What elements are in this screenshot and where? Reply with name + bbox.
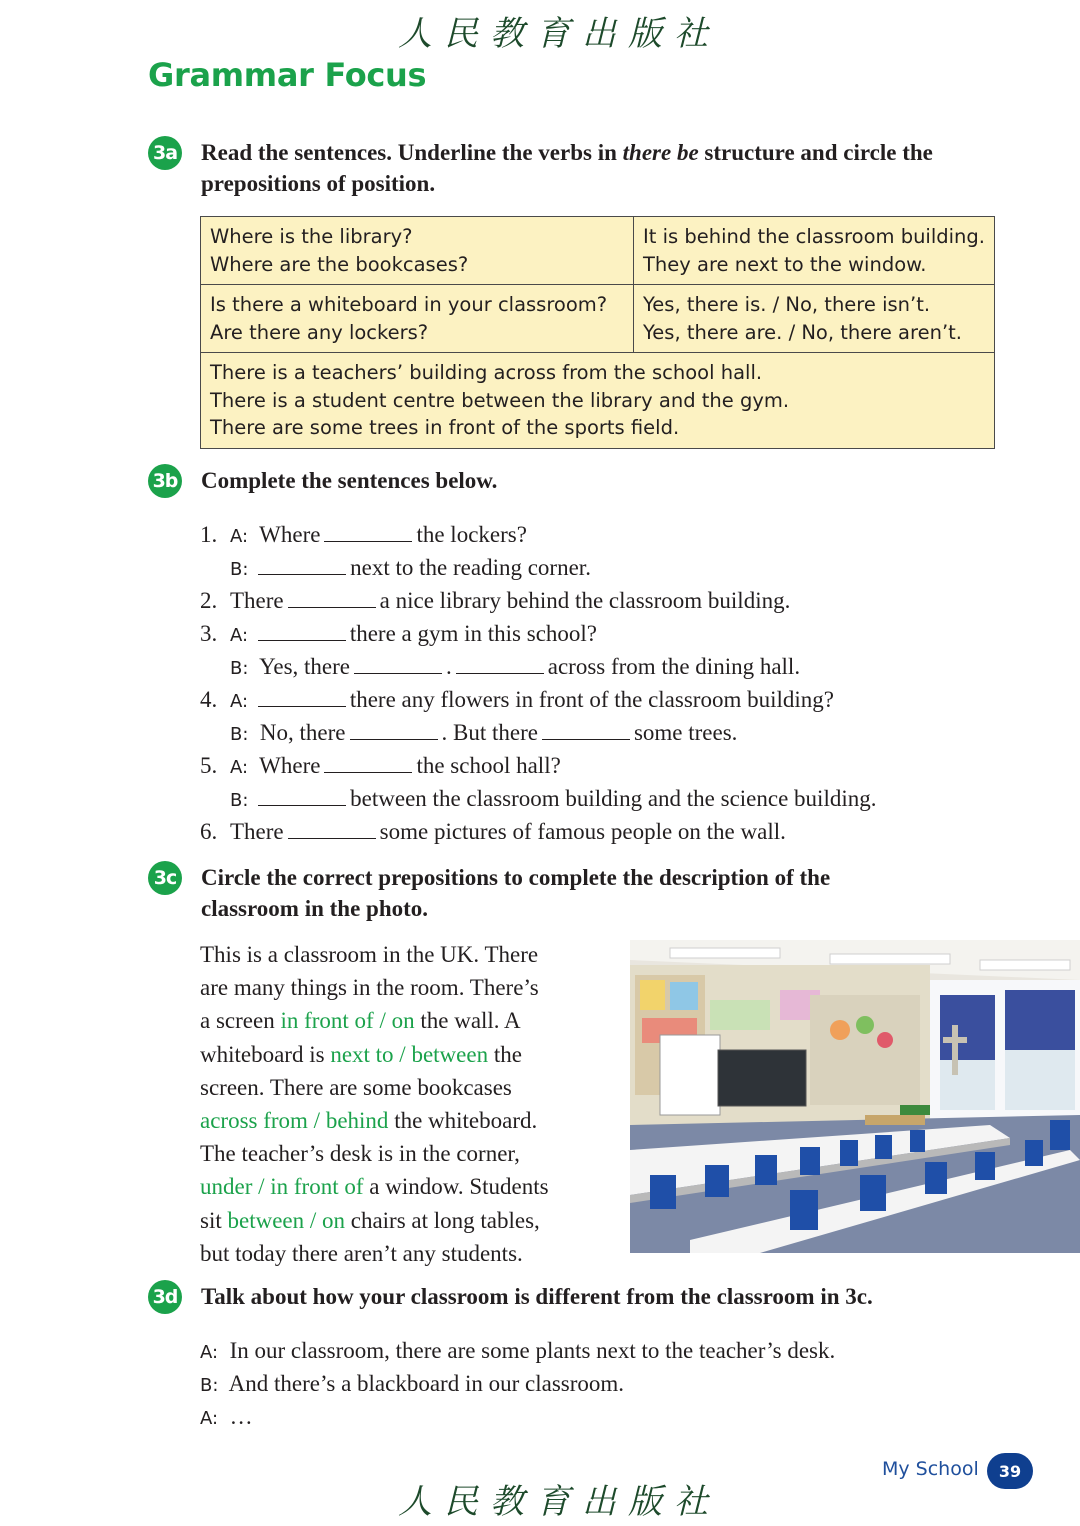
preposition-choice[interactable]: under / in front of [200, 1174, 364, 1200]
preposition-choice[interactable]: in front of / on [280, 1008, 415, 1034]
blank-input[interactable] [288, 585, 376, 608]
text: No, there [259, 720, 346, 745]
text: a screen [200, 1008, 281, 1034]
blank-input[interactable] [258, 618, 346, 641]
table-line: They are next to the window. [642, 252, 927, 276]
text: sit [200, 1207, 228, 1233]
table-line: Yes, there are. / No, there aren’t. [642, 320, 962, 344]
item-number: 6. [200, 819, 218, 844]
preposition-choice[interactable]: across from / behind [200, 1108, 389, 1134]
text: next to the reading corner. [350, 555, 591, 580]
table-line: Yes, there is. / No, there isn’t. [642, 293, 931, 316]
dialogue-line [200, 1400, 253, 1435]
speaker-label: A: [230, 625, 249, 646]
blank-input[interactable] [456, 651, 544, 674]
unit-label: My School [882, 1458, 979, 1480]
text: . But there [441, 720, 538, 745]
page-title: Grammar Focus [148, 56, 427, 94]
instruction-3a-part1: Read the sentences. Underline the verbs in [201, 140, 623, 165]
instruction-3c [201, 862, 1021, 924]
text: whiteboard is [200, 1041, 331, 1067]
text: the [488, 1041, 522, 1067]
instruction-3d: Talk about how your classroom is different from the classroom in 3c. [201, 1284, 873, 1309]
item-number: 3. [200, 621, 218, 646]
speaker-label: A: [200, 1408, 219, 1429]
blank-input[interactable] [324, 519, 412, 542]
passage-line [200, 1204, 620, 1237]
blank-input[interactable] [354, 651, 442, 674]
text: . [446, 654, 452, 679]
blank-input[interactable] [350, 717, 438, 740]
exercise-line [230, 617, 597, 652]
item-number: 4. [200, 687, 218, 712]
text: a window. Students [363, 1174, 549, 1200]
instruction-3b: Complete the sentences below. [201, 468, 498, 493]
instruction-3a [201, 137, 1021, 199]
blank-input[interactable] [258, 684, 346, 707]
passage-line [200, 1004, 620, 1037]
text: across from the dining hall. [547, 654, 801, 679]
speaker-label: B: [230, 790, 249, 811]
table-line: Where is the library? [210, 225, 413, 248]
publisher-watermark-bottom: 人民教育出版社 [398, 1482, 720, 1522]
table-line: It is behind the classroom building. [642, 225, 985, 248]
text: chairs at long tables, [345, 1207, 540, 1233]
speaker-label: B: [200, 1375, 219, 1396]
table-line: There is a student centre between the library and the gym. [210, 388, 790, 412]
table-line: There is a teachers’ building across from the school hall. [210, 361, 763, 384]
table-line: Are there any lockers? [210, 320, 429, 344]
speaker-label: A: [230, 757, 249, 778]
table-line: Where are the bookcases? [210, 252, 469, 276]
speaker-label: B: [230, 559, 249, 580]
text: the lockers? [416, 522, 527, 547]
exercise-line [230, 782, 876, 817]
table-line: Is there a whiteboard in your classroom? [210, 293, 608, 316]
passage-line: are many things in the room. There’s [200, 975, 539, 1001]
passage-line [200, 1170, 620, 1203]
text: there a gym in this school? [349, 621, 598, 646]
speaker-label: A: [230, 526, 249, 547]
page-number: 39 [987, 1453, 1033, 1489]
passage-line: screen. There are some bookcases [200, 1074, 512, 1100]
preposition-choice[interactable]: between / on [227, 1207, 345, 1233]
exercise-line [230, 716, 737, 751]
section-badge-3a: 3a [148, 136, 182, 170]
table-row [201, 217, 995, 285]
instruction-3a-line2: prepositions of position. [201, 171, 436, 196]
passage-line [200, 1104, 620, 1137]
text: the whiteboard. [388, 1108, 538, 1134]
blank-input[interactable] [324, 750, 412, 773]
section-badge-3d: 3d [148, 1280, 182, 1314]
item-number: 5. [200, 753, 218, 778]
text: Where [259, 522, 321, 547]
speaker-label: A: [200, 1342, 219, 1363]
blank-input[interactable] [258, 783, 346, 806]
exercise-line [230, 551, 591, 586]
exercise-line [230, 749, 561, 784]
exercise-line [230, 584, 790, 617]
text: Where [259, 753, 321, 778]
instruction-3a-part2: structure and circle the [698, 140, 933, 165]
item-number: 2. [200, 588, 218, 613]
text: … [229, 1404, 253, 1429]
text: And there’s a blackboard in our classroom. [228, 1371, 625, 1396]
passage-line: The teacher’s desk is in the corner, [200, 1141, 520, 1167]
text: some pictures of famous people on the wall. [379, 819, 786, 844]
text: There [230, 819, 284, 844]
table-cell [633, 285, 994, 353]
table-cell [201, 217, 634, 285]
table-cell [201, 285, 634, 353]
text: the wall. A [414, 1008, 521, 1034]
table-cell [201, 353, 995, 449]
text: between the classroom building and the science building. [350, 786, 877, 811]
blank-input[interactable] [258, 552, 346, 575]
text: the school hall? [416, 753, 561, 778]
blank-input[interactable] [288, 816, 376, 839]
instruction-3c-line1: Circle the correct prepositions to complete the description of the [201, 865, 831, 890]
preposition-choice[interactable]: next to / between [330, 1041, 489, 1067]
table-row [201, 353, 995, 449]
dialogue-line [200, 1367, 624, 1402]
exercise-line [230, 650, 800, 685]
speaker-label: A: [230, 691, 249, 712]
exercise-line [230, 815, 786, 848]
item-number: 1. [200, 522, 218, 547]
dialogue-line [200, 1334, 835, 1369]
text: Yes, there [259, 654, 351, 679]
passage-line [200, 1038, 620, 1071]
section-badge-3c: 3c [148, 861, 182, 895]
text: There [230, 588, 284, 613]
instruction-3a-italic: there be [622, 140, 699, 165]
passage-line: This is a classroom in the UK. There [200, 942, 539, 967]
exercise-line [230, 518, 527, 553]
classroom-description [200, 938, 620, 1270]
instruction-3c-line2: classroom in the photo. [201, 896, 429, 921]
publisher-watermark-top: 人民教育出版社 [398, 14, 720, 54]
exercise-line [230, 683, 834, 718]
text: there any flowers in front of the classroom building? [349, 687, 834, 712]
text: In our classroom, there are some plants next to the teacher’s desk. [229, 1338, 836, 1363]
table-cell [633, 217, 994, 285]
speaker-label: B: [230, 724, 249, 745]
text: a nice library behind the classroom building. [379, 588, 791, 613]
section-badge-3b: 3b [148, 464, 182, 498]
passage-line: but today there aren’t any students. [200, 1240, 523, 1266]
classroom-photo [630, 940, 1080, 1253]
table-row [201, 285, 995, 353]
grammar-table [200, 216, 995, 449]
blank-input[interactable] [542, 717, 630, 740]
text: some trees. [633, 720, 738, 745]
speaker-label: B: [230, 658, 249, 679]
table-line: There are some trees in front of the sports field. [210, 416, 680, 439]
